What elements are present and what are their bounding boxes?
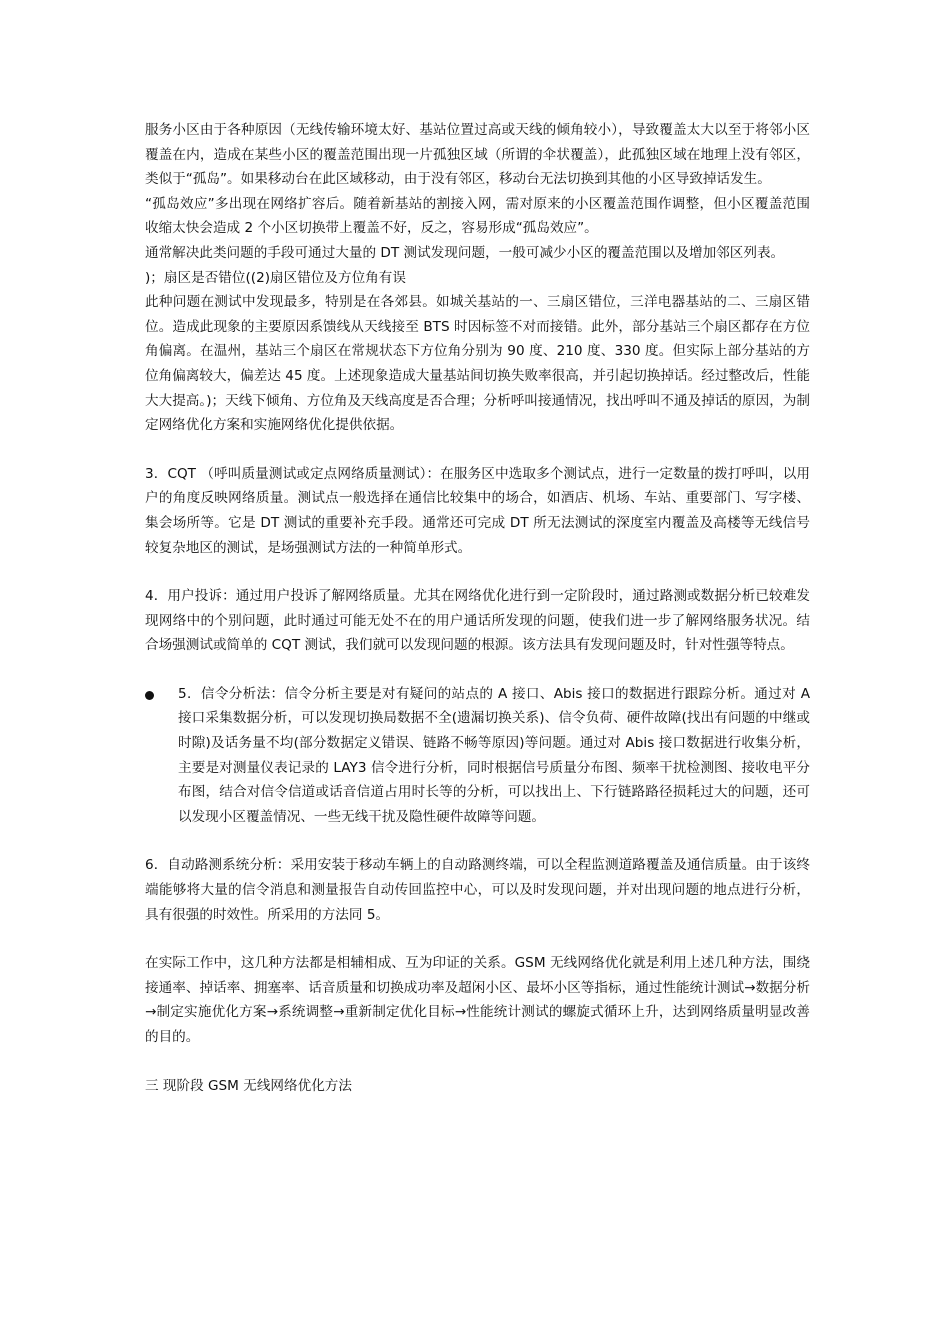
- paragraph-isolated-island-effect: 服务小区由于各种原因（无线传输环境太好、基站位置过高或天线的倾角较小），导致覆盖太大以至于将邻小区覆盖在内，造成在某些小区的覆盖范围出现一片孤独区域（所谓的伞状覆盖），此孤独区域在地理上没有邻区，类似于“孤岛”。如果移动台在此区域移动，由于没有邻区，移动台无法切换到其他的小区导致掉话发生。: [145, 122, 810, 188]
- paragraph-gap: [145, 438, 810, 462]
- paragraph-gap: [145, 927, 810, 951]
- paragraph-gap: [145, 1050, 810, 1074]
- paragraph-methods-summary: 在实际工作中，这几种方法都是相辅相成、互为印证的关系。GSM 无线网络优化就是利用上述几种方法，围绕接通率、掉话率、拥塞率、话音质量和切换成功率及超闲小区、最坏小区等指标，通过性能统计测试→数据分析→制定实施优化方案→系统调整→重新制定优化目标→性能统计测试的螺旋式循环上升，达到网络质量明显改善的目的。: [145, 955, 810, 1045]
- paragraph-auto-drive-test: 6．自动路测系统分析：采用安装于移动车辆上的自动路测终端，可以全程监测道路覆盖及通信质量。由于该终端能够将大量的信令消息和测量报告自动传回监控中心，可以及时发现问题，并对出现问题的地点进行分析，具有很强的时效性。所采用的方法同 5。: [145, 857, 810, 923]
- paragraph-gap: [145, 658, 810, 682]
- paragraph-gap: [145, 829, 810, 853]
- paragraph-island-effect-cause: “孤岛效应”多出现在网络扩容后。随着新基站的割接入网，需对原来的小区覆盖范围作调整，但小区覆盖范围收缩太快会造成 2 个小区切换带上覆盖不好，反之，容易形成“孤岛效应”。: [145, 195, 810, 237]
- paragraph-signaling-analysis: 5．信令分析法：信令分析主要是对有疑问的站点的 A 接口、Abis 接口的数据进行跟踪分析。通过对 A 接口采集数据分析，可以发现切换局数据不全(遗漏切换关系)、信令负荷、硬件故障(找出有问题的中继或时隙)及话务量不均(部分数据定义错误、链路不畅等原因)等问题。通过对 Abis 接口数据进行收集分析，主要是对测量仪表记录的 LAY3 信令进行分析，同时根据信号质量分布图、频率干扰检测图、接收电平分布图，结合对信令信道或话音信道占用时长等的分析，可以找出上、下行链路路径损耗过大的问题，还可以发现小区覆盖情况、一些无线干扰及隐性硬件故障等问题。: [178, 685, 810, 825]
- bullet-dot-icon: [145, 691, 154, 700]
- paragraph-user-complaints: 4．用户投诉：通过用户投诉了解网络质量。尤其在网络优化进行到一定阶段时，通过路测或数据分析已较难发现网络中的个别问题，此时通过可能无处不在的用户通话所发现的问题，使我们进一步了解网络服务状况。结合场强测试或简单的 CQT 测试，我们就可以发现问题的根源。该方法具有发现问题及时，针对性强等特点。: [145, 588, 810, 654]
- paragraph-gap: [145, 560, 810, 584]
- document-body: [145, 118, 810, 1098]
- bullet-item-signaling-analysis: [145, 682, 810, 830]
- section-heading-current-methods: 三 现阶段 GSM 无线网络优化方法: [145, 1077, 352, 1094]
- paragraph-sector-misalignment: 此种问题在测试中发现最多，特别是在各郊县。如城关基站的一、三扇区错位，三洋电器基站的二、三扇区错位。造成此现象的主要原因系馈线从天线接至 BTS 时因标签不对而接错。此外，部分基站三个扇区都存在方位角偏离。在温州，基站三个扇区在常规状态下方位角分别为 90 度、210 度、330 度。但实际上部分基站的方位角偏离较大，偏差达 45 度。上述现象造成大量基站间切换失败率很高，并引起切换掉话。经过整改后，性能大大提高。)；天线下倾角、方位角及天线高度是否合理；分析呼叫接通情况，找出呼叫不通及掉话的原因，为制定网络优化方案和实施网络优化提供依据。: [145, 294, 810, 434]
- paragraph-cqt: 3．CQT （呼叫质量测试或定点网络质量测试）：在服务区中选取多个测试点，进行一定数量的拨打呼叫，以用户的角度反映网络质量。测试点一般选择在通信比较集中的场合，如酒店、机场、车站、重要部门、写字楼、集会场所等。它是 DT 测试的重要补充手段。通常还可完成 DT 所无法测试的深度室内覆盖及高楼等无线信号较复杂地区的测试，是场强测试方法的一种简单形式。: [145, 465, 810, 556]
- paragraph-island-effect-solution: 通常解决此类问题的手段可通过大量的 DT 测试发现问题，一般可减少小区的覆盖范围以及增加邻区列表。: [145, 244, 785, 261]
- paragraph-sector-misalignment-heading: )；扇区是否错位((2)扇区错位及方位角有误: [145, 269, 406, 286]
